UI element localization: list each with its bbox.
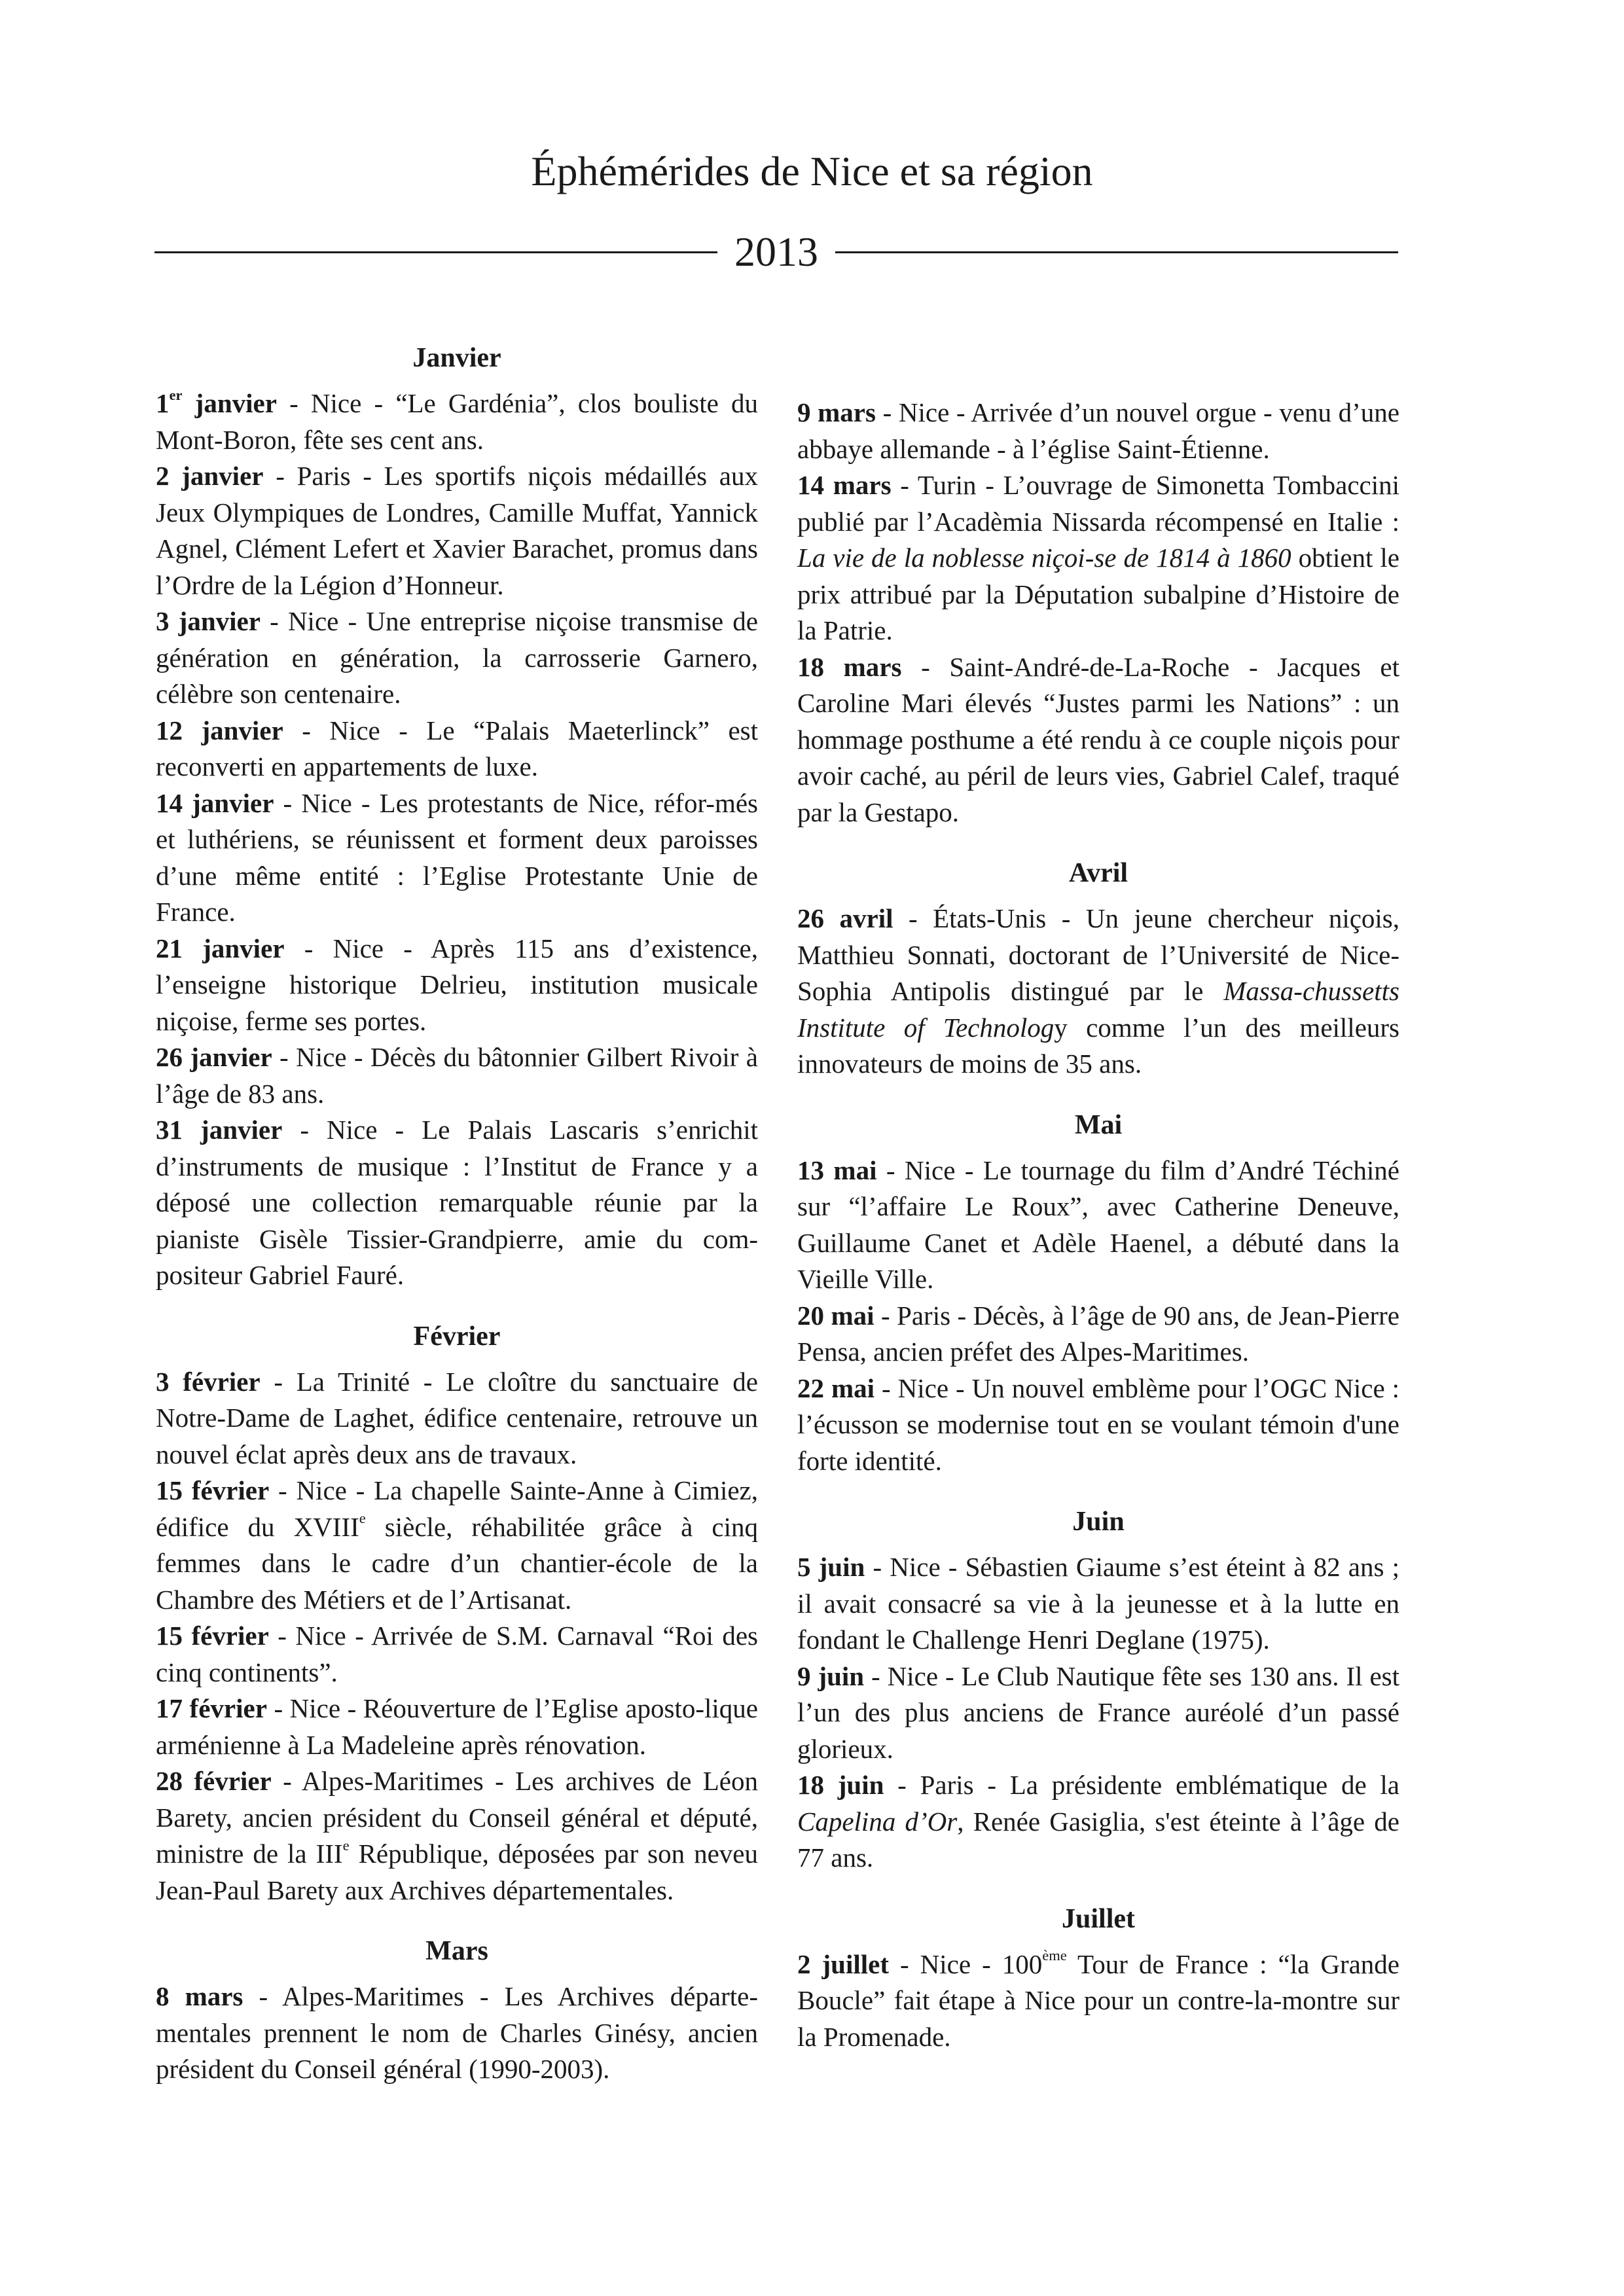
left-rule: [154, 251, 717, 253]
entry-text: - Saint-André-de-La-Roche - Jacques et Caroline Mari élevés “Justes parmi les Nations” : un hommage posthume a été rendu à ce couple niçois pour avoir caché, au péril de leurs vies, Gabriel Calef, traqué par la Gestapo.: [797, 651, 1399, 827]
entry-text: - La Trinité - Le cloître du sanctuaire de Notre-Dame de Laghet, édifice centenaire, retrouve un nouvel éclat après deux ans de travaux.: [156, 1366, 758, 1469]
entry-14-janvier: [156, 785, 758, 931]
entry-text: - Nice - La chapelle Sainte-Anne à Cimiez, édifice du XVIII: [156, 1475, 758, 1542]
entry-20-mai: [797, 1298, 1399, 1371]
entry-13-mai: [797, 1153, 1399, 1298]
entry-28-fevrier: [156, 1763, 758, 1909]
entry-superscript: e: [342, 1837, 350, 1854]
entry-date: 3 février: [156, 1366, 261, 1397]
entry-date: 12 janvier: [156, 715, 283, 745]
entry-15-fevrier-chapelle: [156, 1473, 758, 1618]
entry-date: 18 juin: [797, 1770, 884, 1800]
entry-text-continued: y comme l’un des meilleurs innovateurs de moins de 35 ans.: [797, 1012, 1399, 1079]
entry-text: - Nice - Le Palais Lascaris s’enrichit d’instruments de musique : l’Institut de France y a déposé une collection remarquable réunie par la pianiste Gisèle Tissier-Grandpierre, amie du com-positeur Gabriel Fauré.: [156, 1115, 758, 1290]
year-label: 2013: [734, 228, 818, 275]
month-heading-juin: Juin: [1072, 1507, 1125, 1537]
right-column: [797, 395, 1399, 2055]
entry-date: 18 mars: [797, 651, 902, 682]
entry-text: - Nice - Une entreprise niçoise transmise de génération en génération, la carrosserie Garnero, célèbre son centenaire.: [156, 606, 758, 709]
entry-text: - Nice - Arrivée de S.M. Carnaval “Roi des cinq continents”.: [156, 1621, 759, 1687]
entry-text: - Paris - Les sportifs niçois médaillés aux Jeux Olympiques de Londres, Camille Muffat, Yannick Agnel, Clément Lefert et Xavier Barachet, promus dans l’Ordre de la Légion d’Honneur.: [156, 461, 758, 600]
entries-janvier: [156, 386, 758, 1294]
entry-9-mars: [797, 395, 1399, 467]
entry-text: - Nice - Arrivée d’un nouvel orgue - venu d’une abbaye allemande - à l’église Saint-Étienne.: [797, 397, 1399, 464]
entry-text: - Nice - Le tournage du film d’André Téchiné sur “l’affaire Le Roux”, avec Catherine Deneuve, Guillaume Canet et Adèle Haenel, a débuté dans la Vieille Ville.: [797, 1155, 1399, 1294]
entry-date: 14 mars: [797, 470, 892, 500]
entry-date: 15 février: [156, 1621, 269, 1651]
entries-fevrier: [156, 1364, 758, 1909]
entry-text: - Nice - Réouverture de l’Eglise aposto-lique arménienne à La Madeleine après rénovation.: [156, 1693, 758, 1760]
year-heading: [154, 223, 1398, 281]
institution-name: Massa-chussetts Institute of Technolog: [797, 976, 1399, 1043]
entry-date: 8 mars: [156, 1981, 244, 2011]
entry-text-continued: obtient le prix attribué par la Députation subalpine d’Histoire de la Patrie.: [797, 543, 1399, 645]
left-column: [156, 340, 758, 2088]
entries-mars-left: [156, 1979, 758, 2088]
entry-text: - Alpes-Maritimes - Les Archives départe-mentales prennent le nom de Charles Ginésy, ancien président du Conseil général (1990-2003).: [156, 1981, 758, 2084]
month-heading-avril: Avril: [1068, 858, 1128, 888]
month-heading-mars: Mars: [425, 1936, 488, 1966]
entry-1-janvier: [156, 386, 758, 458]
entry-text: - Turin - L’ouvrage de Simonetta Tombaccini publié par l’Acadèmia Nissarda récompensé en Italie :: [797, 470, 1399, 537]
entry-text-continued: Tour de France : “la Grande Boucle” fait étape à Nice pour un contre-la-montre sur la Promenade.: [797, 1948, 1400, 2052]
entry-date: 9 juin: [797, 1660, 865, 1691]
right-rule: [835, 251, 1398, 253]
entry-date: 31 janvier: [156, 1115, 283, 1145]
entry-text: - Paris - La présidente emblématique de la: [884, 1770, 1399, 1800]
entry-9-juin: [797, 1659, 1399, 1768]
entry-date: 15 février: [156, 1475, 270, 1505]
entry-3-janvier: [156, 603, 758, 713]
date-superscript: er: [169, 386, 183, 403]
entry-text: - Nice - Le “Palais Maeterlinck” est reconverti en appartements de luxe.: [156, 715, 758, 781]
entry-text-continued: siècle, réhabilitée grâce à cinq femmes dans le cadre d’un chantier-école de la Chambre des Métiers et de l’Artisanat.: [156, 1511, 758, 1615]
book-title: La vie de la noblesse niçoi-se de 1814 à 1860: [797, 543, 1291, 573]
entry-18-mars: [797, 649, 1399, 831]
entry-text: - États-Unis - Un jeune chercheur niçois, Matthieu Sonnati, doctorant de l’Université de Nice-Sophia Antipolis distingué par le: [797, 903, 1400, 1006]
entry-3-fevrier: [156, 1364, 758, 1473]
page-title: Éphémérides de Nice et sa région: [531, 148, 1093, 194]
entry-text: - Nice - Après 115 ans d’existence, l’enseigne historique Delrieu, institution musicale niçoise, ferme ses portes.: [156, 933, 759, 1036]
entry-text: - Paris - Décès, à l’âge de 90 ans, de Jean-Pierre Pensa, ancien préfet des Alpes-Maritimes.: [797, 1300, 1399, 1367]
entry-date: 17 février: [156, 1693, 267, 1723]
month-heading-mai: Mai: [1074, 1109, 1123, 1140]
entry-date: 28 février: [156, 1766, 272, 1796]
entry-text: - Alpes-Maritimes - Les archives de Léon Barety, ancien président du Conseil général et député, ministre de la III: [156, 1766, 758, 1869]
entry-22-mai: [797, 1371, 1399, 1480]
entry-date: 21 janvier: [156, 933, 285, 963]
entry-text: - Nice - 100: [889, 1948, 1043, 1979]
date-number: 1: [156, 388, 170, 418]
month-heading-janvier: Janvier: [412, 343, 501, 373]
entry-date: 22 mai: [797, 1372, 875, 1403]
entry-text: - Nice - Sébastien Giaume s’est éteint à 82 ans ; il avait consacré sa vie à la jeunesse et à la lutte en fondant le Challenge Henri Deglane (1975).: [797, 1552, 1399, 1655]
entry-8-mars: [156, 1979, 758, 2088]
entry-5-juin: [797, 1549, 1399, 1659]
entry-date: 9 mars: [797, 397, 876, 427]
entry-date: [156, 388, 277, 418]
month-heading-juillet: Juillet: [1062, 1903, 1135, 1934]
entry-17-fevrier: [156, 1691, 758, 1763]
entry-date: 2 juillet: [797, 1948, 889, 1979]
entry-date: 26 avril: [797, 903, 893, 933]
entry-date: 5 juin: [797, 1552, 865, 1582]
entry-superscript: ème: [1042, 1947, 1067, 1964]
entry-26-janvier: [156, 1039, 758, 1112]
entry-2-juillet: [797, 1946, 1399, 2056]
entries-mai: [797, 1153, 1399, 1480]
entry-21-janvier: [156, 931, 758, 1040]
entry-text-continued: , Renée Gasiglia, s'est éteinte à l’âge de 77 ans.: [797, 1806, 1399, 1873]
month-heading-fevrier: Février: [413, 1321, 501, 1352]
entries-juin: [797, 1549, 1399, 1876]
entry-date: 14 janvier: [156, 787, 274, 818]
entries-mars-right: [797, 395, 1399, 831]
entry-date: 2 janvier: [156, 461, 264, 491]
entry-26-avril: [797, 901, 1399, 1083]
entry-2-janvier: [156, 458, 758, 603]
entry-12-janvier: [156, 713, 758, 785]
entry-14-mars: [797, 467, 1399, 649]
entry-18-juin: [797, 1767, 1399, 1876]
entry-date: 13 mai: [797, 1155, 877, 1185]
entry-date: 3 janvier: [156, 606, 261, 636]
entry-text: - Nice - Décès du bâtonnier Gilbert Rivoir à l’âge de 83 ans.: [156, 1042, 758, 1109]
entry-text: - Nice - Les protestants de Nice, réfor-més et luthériens, se réunissent et forment deux paroisses d’une même entité : l’Eglise Protestante Unie de France.: [156, 787, 758, 927]
entry-31-janvier: [156, 1112, 758, 1294]
entries-avril: [797, 901, 1399, 1083]
entry-superscript: e: [359, 1510, 366, 1527]
organization-name: Capelina d’Or: [797, 1806, 958, 1837]
entry-text: - Nice - Un nouvel emblème pour l’OGC Nice : l’écusson se modernise tout en se voulant témoin d'une forte identité.: [797, 1372, 1400, 1476]
entry-date: 20 mai: [797, 1300, 875, 1331]
entries-juillet: [797, 1946, 1399, 2056]
entry-text: - Nice - “Le Gardénia”, clos bouliste du Mont-Boron, fête ses cent ans.: [156, 388, 758, 455]
entry-text-continued: République, déposées par son neveu Jean-Paul Barety aux Archives départementales.: [156, 1839, 758, 1905]
date-month: janvier: [182, 388, 277, 418]
entry-text: - Nice - Le Club Nautique fête ses 130 ans. Il est l’un des plus anciens de France auréolé d’un passé glorieux.: [797, 1660, 1399, 1764]
entry-15-fevrier-carnaval: [156, 1618, 758, 1691]
entry-date: 26 janvier: [156, 1042, 272, 1072]
